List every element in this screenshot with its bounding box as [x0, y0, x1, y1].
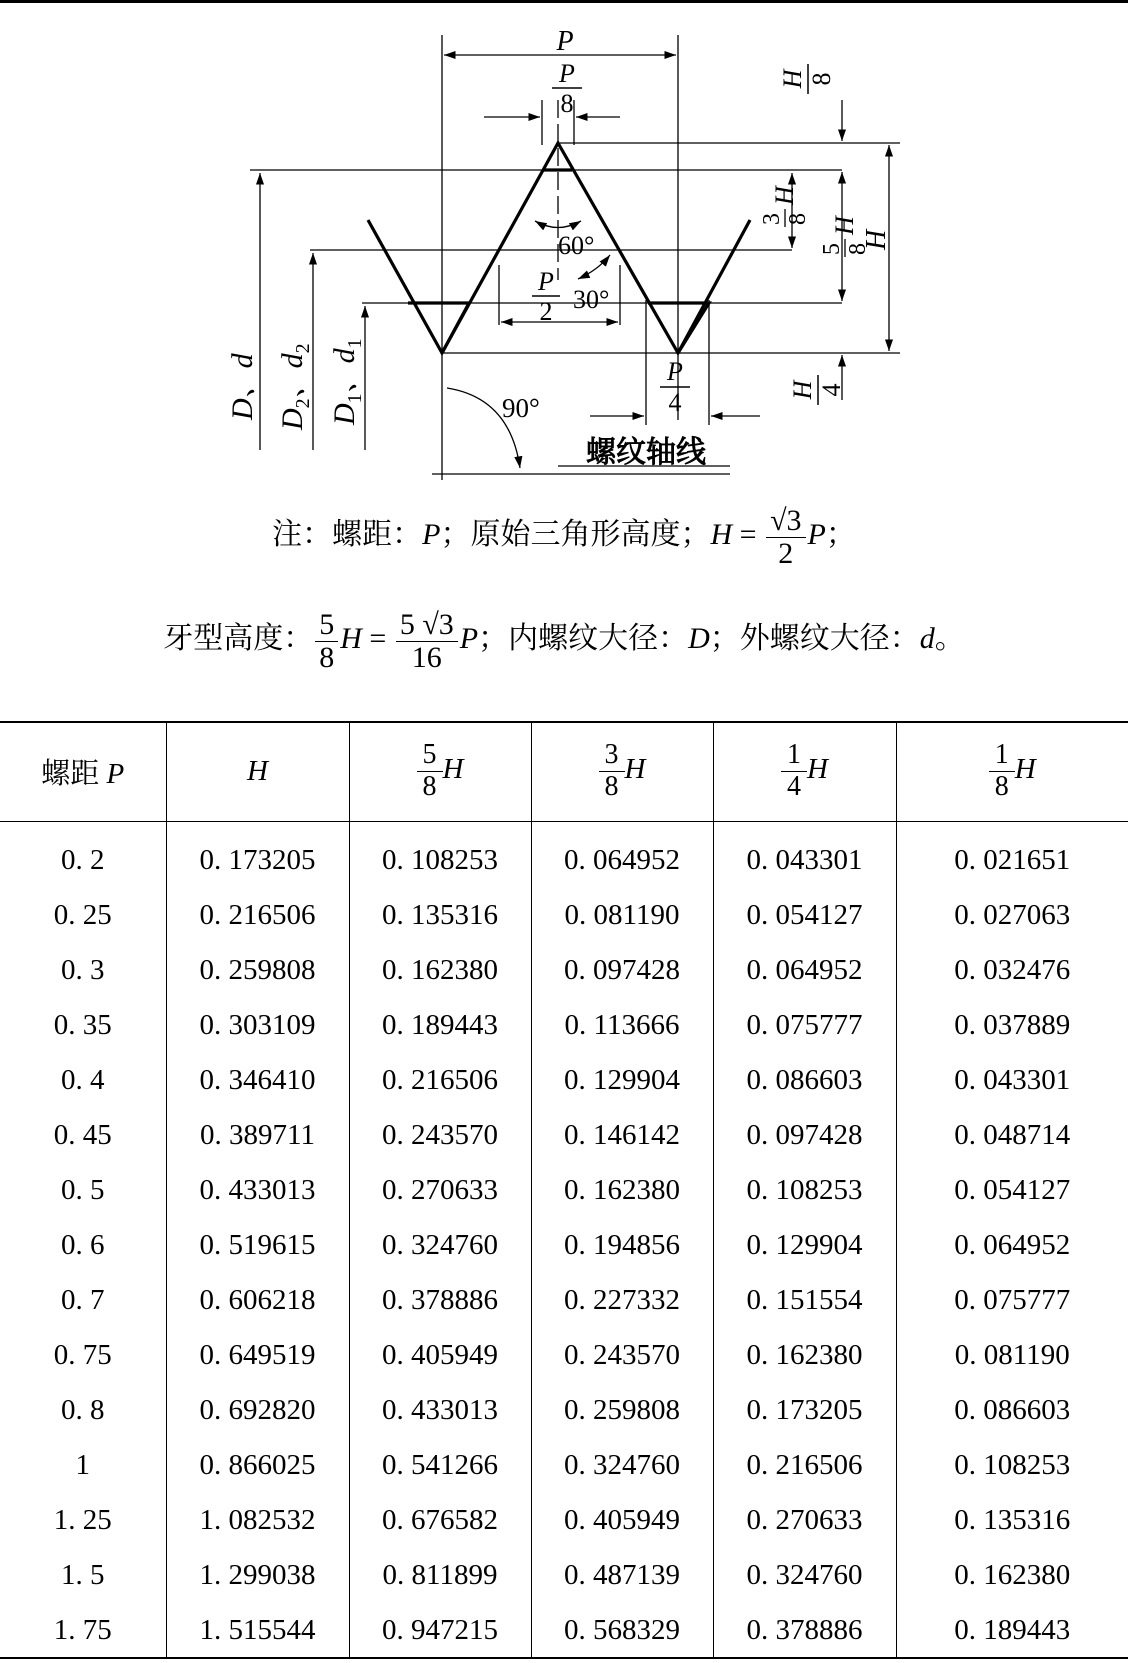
thread-dimension-table	[0, 721, 1128, 1659]
cell-five-eighths-H: 0. 676582	[349, 1493, 531, 1548]
cell-one-eighth-H: 0. 032476	[896, 943, 1128, 998]
label-three-eighths-num: 3	[759, 213, 785, 225]
cell-five-eighths-H: 0. 811899	[349, 1548, 531, 1603]
header-pitch: 螺距 P	[41, 758, 125, 791]
cell-three-eighths-H: 0. 568329	[531, 1603, 713, 1658]
note1-end: ；	[825, 517, 856, 551]
label-five-eighths-den: 8	[845, 243, 871, 255]
cell-three-eighths-H: 0. 097428	[531, 943, 713, 998]
table-row	[0, 1493, 1128, 1548]
cell-one-eighth-H: 0. 043301	[896, 1053, 1128, 1108]
cell-one-quarter-H: 0. 129904	[713, 1218, 896, 1273]
note2-fraction-5sqrt3-16: $\frac{5 √3}{16}$	[396, 609, 458, 673]
note2-H: H	[340, 621, 362, 655]
cell-pitch: 0. 8	[61, 1394, 105, 1426]
cell-pitch: 0. 5	[61, 1174, 105, 1206]
cell-three-eighths-H: 0. 113666	[531, 998, 713, 1053]
cell-H: 0. 519615	[166, 1218, 349, 1273]
table-row	[0, 998, 1128, 1053]
cell-one-quarter-H: 0. 054127	[713, 888, 896, 943]
cell-one-quarter-H: 0. 324760	[713, 1548, 896, 1603]
cell-one-quarter-H: 0. 173205	[713, 1383, 896, 1438]
table-row	[0, 1218, 1128, 1273]
cell-one-eighth-H: 0. 021651	[896, 821, 1128, 888]
cell-five-eighths-H: 0. 189443	[349, 998, 531, 1053]
cell-one-eighth-H: 0. 135316	[896, 1493, 1128, 1548]
cell-five-eighths-H: 0. 433013	[349, 1383, 531, 1438]
label-three-eighths-den: 8	[785, 213, 811, 225]
cell-pitch: 0. 3	[61, 954, 105, 986]
table-row	[0, 1328, 1128, 1383]
cell-pitch: 0. 45	[53, 1119, 112, 1151]
cell-H: 0. 692820	[166, 1383, 349, 1438]
cell-five-eighths-H: 0. 162380	[349, 943, 531, 998]
label-H-over-4-num: H	[788, 380, 817, 400]
label-D2-d2: $D_2$、$d_2$	[276, 343, 314, 430]
cell-one-quarter-H: 0. 097428	[713, 1108, 896, 1163]
cell-H: 0. 433013	[166, 1163, 349, 1218]
cell-pitch: 1	[75, 1449, 90, 1481]
note2-mid2: ；外螺纹大径：	[709, 621, 920, 655]
table-row	[0, 1273, 1128, 1328]
cell-one-quarter-H: 0. 086603	[713, 1053, 896, 1108]
header-one-eighth-H: $\frac{1}{8}$ H	[896, 722, 1128, 821]
table-row	[0, 943, 1128, 998]
note1-prefix: 注：螺距：	[272, 517, 423, 551]
cell-five-eighths-H: 0. 541266	[349, 1438, 531, 1493]
cell-H: 1. 515544	[166, 1603, 349, 1658]
cell-five-eighths-H: 0. 324760	[349, 1218, 531, 1273]
cell-H: 0. 346410	[166, 1053, 349, 1108]
note1-H: H	[710, 517, 733, 551]
cell-pitch: 0. 35	[53, 1009, 112, 1041]
cell-one-eighth-H: 0. 086603	[896, 1383, 1128, 1438]
label-P: P	[556, 26, 574, 57]
cell-three-eighths-H: 0. 162380	[531, 1163, 713, 1218]
note2-mid1: ；内螺纹大径：	[478, 621, 689, 655]
label-H-over-8-den: 8	[807, 72, 836, 86]
label-D1-d1: $D_1$、$d_1$	[328, 338, 366, 425]
cell-one-eighth-H: 0. 027063	[896, 888, 1128, 943]
table-row	[0, 1438, 1128, 1493]
cell-three-eighths-H: 0. 227332	[531, 1273, 713, 1328]
cell-pitch: 0. 25	[53, 899, 112, 931]
label-angle-90: 90°	[502, 393, 540, 423]
note2-P: P	[459, 621, 479, 655]
table-header-row	[0, 722, 1128, 821]
cell-one-quarter-H: 0. 162380	[713, 1328, 896, 1383]
label-P-over-4-den: 4	[668, 388, 682, 417]
table-row	[0, 1163, 1128, 1218]
cell-one-quarter-H: 0. 216506	[713, 1438, 896, 1493]
cell-pitch: 0. 7	[61, 1284, 105, 1316]
cell-three-eighths-H: 0. 243570	[531, 1328, 713, 1383]
cell-pitch: 1. 75	[53, 1613, 112, 1646]
cell-one-quarter-H: 0. 151554	[713, 1273, 896, 1328]
cell-one-quarter-H: 0. 075777	[713, 998, 896, 1053]
cell-H: 1. 299038	[166, 1548, 349, 1603]
note2-eq: =	[361, 621, 394, 655]
header-five-eighths-H: $\frac{5}{8}$ H	[349, 722, 531, 821]
table-row	[0, 888, 1128, 943]
cell-one-eighth-H: 0. 108253	[896, 1438, 1128, 1493]
header-H: H	[166, 722, 349, 821]
label-three-eighths-H: H	[770, 186, 799, 205]
cell-one-quarter-H: 0. 378886	[713, 1603, 896, 1658]
cell-one-eighth-H: 0. 081190	[896, 1328, 1128, 1383]
label-D-d: D、d	[226, 353, 259, 420]
note-line-2	[0, 609, 1128, 673]
cell-five-eighths-H: 0. 243570	[349, 1108, 531, 1163]
table-row	[0, 821, 1128, 888]
cell-three-eighths-H: 0. 064952	[531, 821, 713, 888]
cell-three-eighths-H: 0. 405949	[531, 1493, 713, 1548]
table-row	[0, 1108, 1128, 1163]
cell-H: 0. 216506	[166, 888, 349, 943]
note2-d: d	[919, 621, 935, 655]
cell-five-eighths-H: 0. 378886	[349, 1273, 531, 1328]
label-P-over-4-num: P	[667, 357, 683, 386]
cell-pitch: 0. 4	[61, 1064, 105, 1096]
header-one-quarter-H: $\frac{1}{4}$ H	[713, 722, 896, 821]
label-H-over-4-den: 4	[817, 383, 846, 397]
cell-three-eighths-H: 0. 146142	[531, 1108, 713, 1163]
cell-H: 0. 606218	[166, 1273, 349, 1328]
cell-pitch: 1. 5	[61, 1559, 105, 1591]
header-three-eighths-H: $\frac{3}{8}$ H	[531, 722, 713, 821]
label-angle-60: 60°	[558, 231, 595, 260]
table-row	[0, 1548, 1128, 1603]
cell-one-eighth-H: 0. 162380	[896, 1548, 1128, 1603]
cell-H: 0. 389711	[166, 1108, 349, 1163]
note2-D: D	[688, 621, 710, 655]
cell-five-eighths-H: 0. 405949	[349, 1328, 531, 1383]
table-row	[0, 1603, 1128, 1658]
label-H: H	[861, 229, 892, 250]
label-P-over-2-den: 2	[539, 297, 553, 326]
note1-P2: P	[807, 517, 826, 551]
cell-one-eighth-H: 0. 037889	[896, 998, 1128, 1053]
cell-pitch: 0. 75	[53, 1339, 112, 1371]
cell-H: 0. 259808	[166, 943, 349, 998]
table-row	[0, 1383, 1128, 1438]
cell-one-eighth-H: 0. 075777	[896, 1273, 1128, 1328]
cell-five-eighths-H: 0. 270633	[349, 1163, 531, 1218]
cell-one-quarter-H: 0. 270633	[713, 1493, 896, 1548]
cell-one-eighth-H: 0. 048714	[896, 1108, 1128, 1163]
cell-three-eighths-H: 0. 324760	[531, 1438, 713, 1493]
cell-H: 0. 649519	[166, 1328, 349, 1383]
cell-pitch: 0. 2	[61, 844, 105, 877]
cell-H: 0. 173205	[166, 821, 349, 888]
cell-three-eighths-H: 0. 259808	[531, 1383, 713, 1438]
cell-pitch: 0. 6	[61, 1229, 105, 1261]
label-H-over-8-num: H	[778, 69, 807, 89]
cell-five-eighths-H: 0. 216506	[349, 1053, 531, 1108]
cell-one-eighth-H: 0. 064952	[896, 1218, 1128, 1273]
cell-pitch: 1. 25	[53, 1504, 112, 1536]
label-P-over-2-num: P	[538, 267, 554, 296]
thread-profile-diagram	[0, 0, 1128, 500]
note1-mid: ；原始三角形高度；	[440, 517, 711, 551]
cell-three-eighths-H: 0. 081190	[531, 888, 713, 943]
label-P-over-8-den: 8	[560, 89, 574, 118]
cell-five-eighths-H: 0. 947215	[349, 1603, 531, 1658]
cell-one-eighth-H: 0. 189443	[896, 1603, 1128, 1658]
label-angle-30: 30°	[573, 285, 610, 314]
cell-one-quarter-H: 0. 108253	[713, 1163, 896, 1218]
cell-five-eighths-H: 0. 108253	[349, 821, 531, 888]
note2-end: 。	[934, 621, 965, 655]
cell-one-eighth-H: 0. 054127	[896, 1163, 1128, 1218]
table-row	[0, 1053, 1128, 1108]
cell-three-eighths-H: 0. 194856	[531, 1218, 713, 1273]
label-thread-axis: 螺纹轴线	[586, 436, 706, 469]
cell-three-eighths-H: 0. 129904	[531, 1053, 713, 1108]
cell-H: 0. 303109	[166, 998, 349, 1053]
note2-fraction-5-8: $\frac{5}{8}$	[315, 609, 338, 673]
note1-eq: =	[732, 517, 765, 551]
note-line-1	[0, 505, 1128, 569]
label-P-over-8-num: P	[559, 59, 575, 88]
note2-prefix: 牙型高度：	[163, 621, 314, 655]
cell-five-eighths-H: 0. 135316	[349, 888, 531, 943]
label-five-eighths-H: H	[830, 216, 859, 235]
note1-P: P	[422, 517, 441, 551]
cell-H: 0. 866025	[166, 1438, 349, 1493]
cell-H: 1. 082532	[166, 1493, 349, 1548]
label-five-eighths-num: 5	[819, 243, 845, 255]
note1-fraction: $\frac{√3}{2}$	[766, 505, 805, 569]
cell-one-quarter-H: 0. 064952	[713, 943, 896, 998]
cell-three-eighths-H: 0. 487139	[531, 1548, 713, 1603]
cell-one-quarter-H: 0. 043301	[713, 821, 896, 888]
